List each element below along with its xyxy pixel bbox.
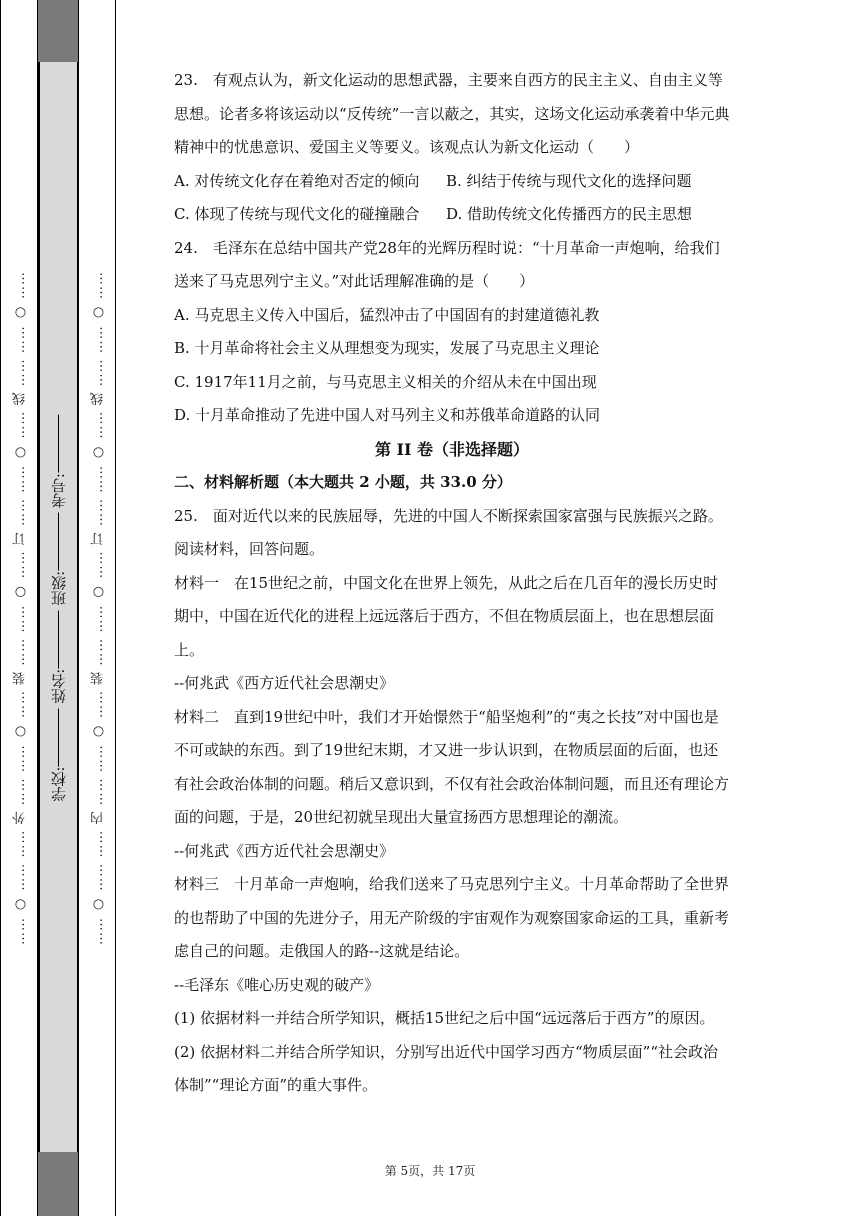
q24-stem: 24. 毛泽东在总结中国共产党28年的光辉历程时说：“十月革命一声炮响，给我们送来了马克思列宁主义。”对此话理解准确的是（ ） [174, 238, 720, 290]
school-label: 学校: [49, 766, 68, 802]
binding-outer-text: …… ○ …… …… 外 …… …… ○ …… 装 …… …… ○ …… 订 …… …… ○ …… 线 …… …… ○ …… [12, 270, 28, 946]
q24-option-c: C. 1917年11月之前，与马克思主义相关的介绍从未在中国出现 [174, 372, 597, 391]
q25-subquestion-1: (1) 依据材料一并结合所学知识，概括15世纪之后中国“远远落后于西方”的原因。 [174, 1009, 715, 1027]
binding-inner-text: …… ○ …… …… 内 …… …… ○ …… 装 …… …… ○ …… 订 …… …… ○ …… 线 …… …… ○ …… [90, 270, 106, 946]
q25-material-1: 材料一 在15世纪之前，中国文化在世界上领先，从此之后在几百年的漫长历史时期中，中国在近代化的进程上远远落后于西方，不但在物质层面上，也在思想层面上。 [174, 573, 719, 659]
name-blank[interactable] [58, 610, 59, 668]
name-label: 姓名: [49, 668, 68, 704]
q24-option-a: A. 马克思主义传入中国后，猛烈冲击了中国固有的封建道德礼教 [174, 305, 600, 324]
q23-option-a: A. 对传统文化存在着绝对否定的倾向 [174, 171, 420, 190]
q25-material-3-source: --毛泽东《唯心历史观的破产》 [174, 975, 380, 994]
q23-option-b: B. 纠结于传统与现代文化的选择问题 [446, 171, 692, 190]
class-blank[interactable] [58, 513, 59, 571]
q25-stem: 25. 面对近代以来的民族屈辱，先进的中国人不断探索国家富强与民族振兴之路。阅读材料，回答问题。 [174, 506, 723, 558]
binding-outer-strip [0, 0, 38, 1216]
student-info [38, 0, 78, 1216]
binding-inner-strip [78, 0, 116, 1216]
q23-options-row1 [174, 165, 730, 199]
q25-material-2-source: --何兆武《西方近代社会思潮史》 [174, 841, 395, 860]
q25-subquestion-2: (2) 依据材料二并结合所学知识，分别写出近代中国学习西方“物质层面”“社会政治体制”“理论方面”的重大事件。 [174, 1042, 719, 1094]
exam-no-blank[interactable] [58, 415, 59, 473]
binding-outer-text-wrap [1, 0, 39, 1216]
q24-option-b: B. 十月革命将社会主义从理想变为现实，发展了马克思主义理论 [174, 339, 600, 357]
q24-option-d: D. 十月革命推动了先进中国人对马列主义和苏俄革命道路的认同 [174, 406, 601, 424]
page-footer: 第 5页，共 17页 [384, 1164, 476, 1178]
exam-no-label: 考号: [49, 472, 68, 508]
section-title: 第 II 卷（非选择题） [374, 439, 530, 459]
q25-material-3: 材料三 十月革命一声炮响，给我们送来了马克思列宁主义。十月革命帮助了全世界的也帮助了中国的先进分子，用无产阶级的宇宙观作为观察国家命运的工具，重新考虑自己的问题。走俄国人的路--这就是结论。 [174, 875, 730, 960]
binding-inner-text-wrap [79, 0, 117, 1216]
q23-option-c: C. 体现了传统与现代文化的碰撞融合 [174, 205, 420, 223]
q25-material-2: 材料二 直到19世纪中叶，我们才开始憬然于“船坚炮利”的“夷之长技”对中国也是不可或缺的东西。到了19世纪末期，才又进一步认识到，在物质层面的后面，也还有社会政治体制的问题。稍后又意识到，不仅有社会政治体制问题，而且还有理论方面的问题，于是，20世纪初就呈现出大量宣扬西方思想理论的潮流。 [174, 707, 730, 826]
q23-option-d: D. 借助传统文化传播西方的民主思想 [446, 205, 693, 223]
q25-material-1-source: --何兆武《西方近代社会思潮史》 [174, 674, 395, 692]
page-content [174, 64, 730, 1103]
school-blank[interactable] [58, 708, 59, 766]
class-label: 班级: [49, 570, 68, 606]
section-subtitle: 二、材料解析题（本大题共 2 小题，共 33.0 分） [174, 473, 512, 491]
q23-options-row2 [174, 198, 730, 232]
q23-stem: 23. 有观点认为，新文化运动的思想武器，主要来自西方的民主主义、自由主义等思想。论者多将该运动以“反传统”一言以蔽之，其实，这场文化运动承袭着中华元典精神中的忧患意识、爱国主义等要义。该观点认为新文化运动（ ） [174, 71, 730, 156]
